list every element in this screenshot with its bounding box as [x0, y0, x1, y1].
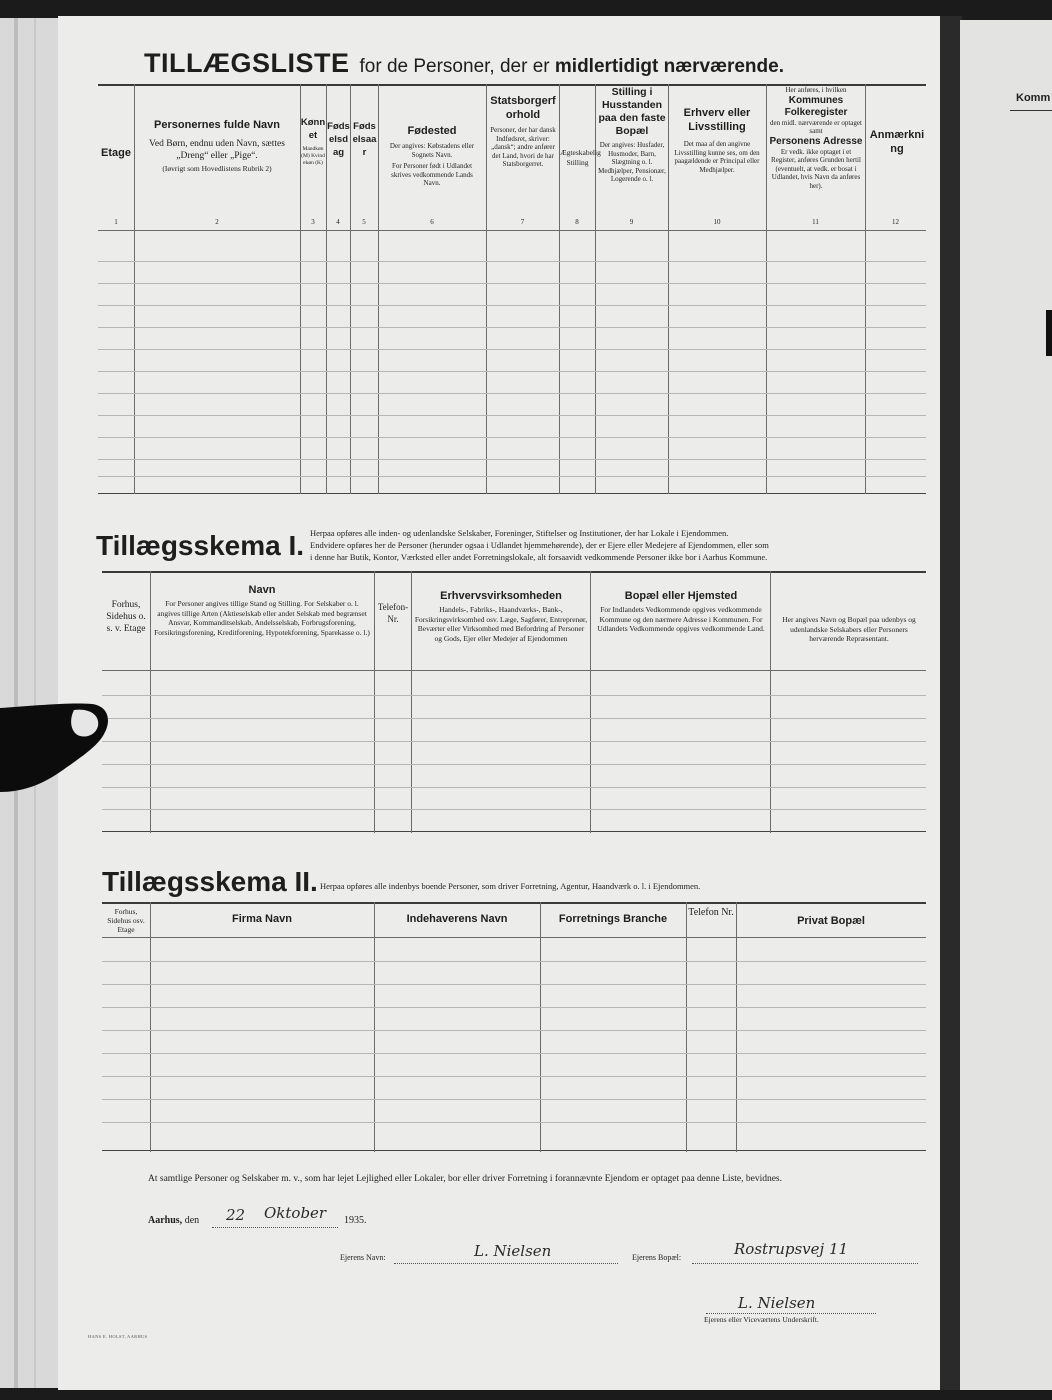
s2-col-firma: Firma Navn [232, 913, 292, 925]
schema2-note: Herpaa opføres alle indenbys boende Personer, som driver Forretning, Agentur, Haandværk o. l. i Ejendommen. [320, 881, 701, 891]
col-occupation-header: Erhverv eller Livsstilling Det maa af den angivne Livsstilling kunne ses, om den paagældende er Principal eller Medhjælper. [674, 107, 760, 174]
col-num: 1 [114, 218, 118, 226]
signature-label: Ejerens eller Viceværtens Underskrift. [704, 1315, 819, 1324]
col-num: 2 [215, 218, 219, 226]
schema1-title: Tillægsskema I. [96, 530, 305, 561]
col-num: 12 [892, 218, 899, 226]
schema1-note: Herpaa opføres alle inden- og udenlandske Selskaber, Foreninger, Stiftelser og Institutioner, der har Lokale i Ejendommen. Endvidere opføres her de Personer (herunder ogsaa i Udlandet hjemmehørende), der er Ejere eller Medejere af Ejendommen, eller som i denne har Butik, Kontor, Værksted eller andet Forretningslokale, alt forsaavidt vedkommende Personer ikke bor i Aarhus Kommune. [310, 528, 769, 562]
col-num: 7 [520, 218, 525, 226]
s2-col-telefon: Telefon Nr. [688, 907, 734, 918]
col-num: 11 [812, 218, 819, 226]
col-num: 9 [629, 218, 634, 226]
s1-col-navn: Navn For Personer angives tillige Stand og Stilling. For Selskaber o. l. angives tillige Arten (Aktieselskab eller andet Selskab med begrænset Ansvar, Kommanditselskab, Andelsselskab, Forbrugsforening, Forsikringsforening, Kreditforening, Hypotekforening, Sparekasse o. l.) [154, 584, 370, 637]
col-num: 10 [713, 218, 721, 226]
facing-page-text: Komm [1016, 92, 1051, 104]
s1-col-telefon: Telefon-Nr. [377, 602, 409, 624]
schema2-title: Tillægsskema II. [102, 866, 318, 897]
col-num: 8 [575, 218, 579, 226]
list-subtitle: for de Personer, der er midlertidigt nærværende. [359, 56, 784, 77]
col-birthyear-header: Fødselsaar [352, 121, 377, 158]
col-num: 5 [362, 218, 366, 226]
printer-mark: HANS E. HOLST, AARHUS [88, 1334, 148, 1339]
owner-name-value: L. Nielsen [474, 1242, 552, 1260]
s2-col-branche: Forretnings Branche [558, 913, 668, 925]
col-num: 3 [311, 218, 315, 226]
s2-col-bopael: Privat Bopæl [797, 915, 865, 927]
col-num: 4 [336, 218, 340, 226]
date-line: Aarhus, den [148, 1215, 200, 1226]
s1-col-bopael: Bopæl eller Hjemsted For Indlandets Vedkommende opgives vedkommende Kommune og den nærmere Adresse i Kommunen. For Udlandets Vedkommende opgives vedkommende Land. [597, 590, 765, 633]
col-register-header: Her anføres, i hvilken Kommunes Folkeregister den midl. nærværende er optaget samt Personens Adresse Er vedk. ikke optaget i et Register, anføres Grunden hertil (eventuelt, at vedk. er bosat i Udlandet, hvis Navn da anføres her). [769, 86, 863, 190]
col-name-header: Personernes fulde Navn Ved Børn, endnu uden Navn, sættes „Dreng“ eller „Pige“. (Iøvrigt som Hovedlistens Rubrik 2) [149, 119, 285, 173]
col-marital-header: Ægteskabelig Stilling [560, 148, 601, 167]
col-num: 6 [430, 218, 434, 226]
col-remark-header: Anmærkning [869, 129, 925, 155]
book-gutter [940, 16, 962, 1390]
list-heading [144, 48, 784, 79]
owner-name-label: Ejerens Navn: [340, 1253, 386, 1262]
list-table [98, 84, 926, 494]
s1-col-representative: Her angives Navn og Bopæl paa udenbys og udenlandske Selskabers eller Personers herværende Repræsentant. [782, 615, 916, 643]
owner-address-label: Ejerens Bopæl: [632, 1253, 682, 1262]
date-day: 22 [226, 1206, 246, 1224]
schema2-table [102, 902, 926, 1152]
s1-col-erhverv: Erhvervsvirksomheden Handels-, Fabriks-, Haandværks-, Bank-, Forsikringsvirksomhed osv. Læge, Sagfører, Entreprenør, Beværter eller Virksomhed med Befordring af Personer og Gods, Ejer eller Medejer af Ejendommen [414, 590, 588, 643]
col-household-header: Stilling i Husstanden paa den faste Bopæl Der angives: Husfader, Husmoder, Barn, Slægtning o. l. Medhjælper, Pensionær, Logerende o. l. [598, 86, 666, 183]
s1-col-etage: Forhus, Sidehus o. s. v. Etage [106, 600, 146, 634]
col-sex-header: Kønnet Mandkøn (M) Kvindekøn (K) [300, 117, 326, 166]
col-birthplace-header: Fødested Der angives: Købstadens eller Sognets Navn. For Personer født i Udlandet skrives vedkommende Lands Navn. [389, 125, 475, 187]
form-page [58, 16, 940, 1390]
list-title: TILLÆGSLISTE [144, 48, 350, 78]
col-birthday-header: Fødselsdag [327, 121, 350, 158]
col-citizenship-header: Statsborgerforhold Personer, der har dansk Indfødsret, skriver: „dansk“; andre anfører det Land, hvori de har Statsborgerret. [490, 95, 556, 168]
s2-col-indehaver: Indehaverens Navn [406, 913, 508, 925]
date-month: Oktober [264, 1204, 327, 1222]
thumb-shadow [0, 700, 110, 792]
date-year: 1935. [344, 1215, 367, 1226]
facing-page [960, 20, 1052, 1390]
col-etage-header: Etage [101, 147, 131, 159]
declaration-text: At samtlige Personer og Selskaber m. v., som har lejet Lejlighed eller Lokaler, bor eller driver Forretning i forannævnte Ejendom er optaget paa denne Liste, bevidnes. [148, 1174, 782, 1184]
schema1-table [102, 571, 926, 833]
owner-address-value: Rostrupsvej 11 [734, 1240, 849, 1258]
s2-col-etage: Forhus, Sidehus osv. Etage [107, 907, 145, 934]
signature: L. Nielsen [738, 1294, 816, 1312]
